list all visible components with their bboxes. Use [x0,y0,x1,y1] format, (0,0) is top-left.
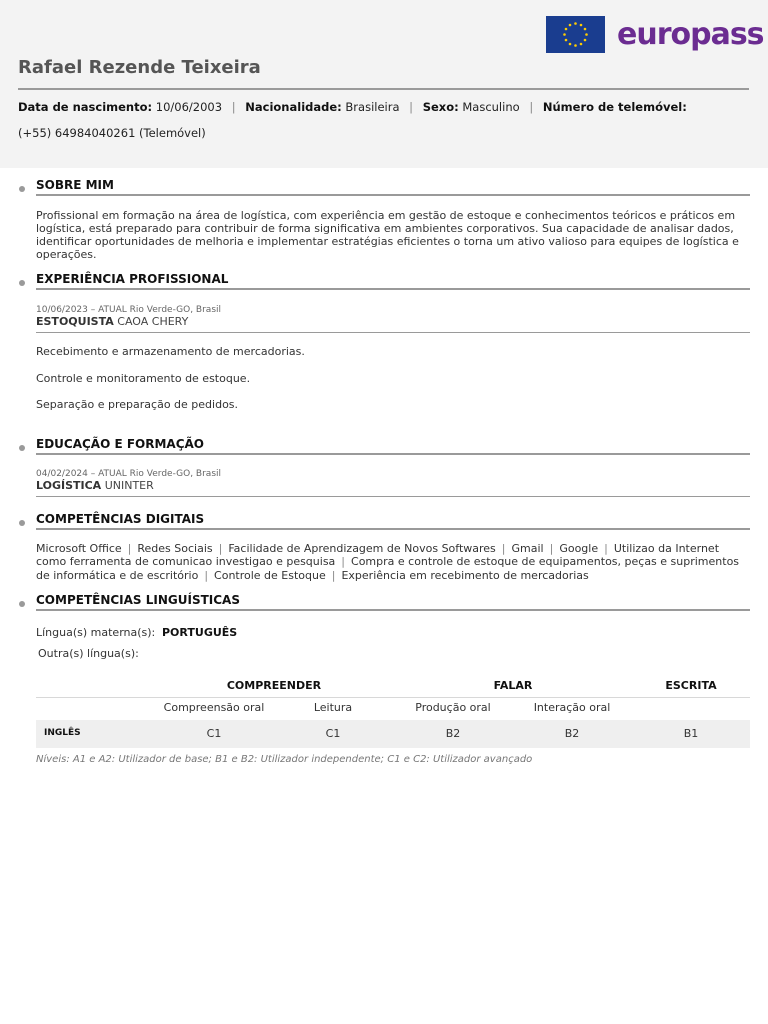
skill-item: Facilidade de Aprendizagem de Novos Softwares [228,542,496,555]
separator: | [409,100,414,114]
section-bullet [19,280,25,286]
about-text: Profissional em formação na área de logística, com experiência em gestão de estoque e conhecimentos teóricos e práticos em logística, está preparado para contribuir de forma significativa em ambientes corporativos. Sua capacidade de analisar dados, identificar oportunidades de melhoria e implementar estratégias eficientes o torna um ativo valioso para equipes de logística e operações. [36,209,739,261]
birth-value: 10/06/2003 [155,100,223,114]
birth-label: Data de nascimento: [18,100,153,114]
level-writing: B1 [683,727,699,740]
course-name: LOGÍSTICA [36,479,102,492]
level-production: B2 [445,727,461,740]
experience-thin-divider [36,332,750,333]
skill-item: Compra e controle de estoque de equipamentos, peças e suprimentos de informática e de escritório [36,555,740,582]
digital-skills-list: Microsoft Office | Redes Sociais | Facilidade de Aprendizagem de Novos Softwares | Gmail | Google | Utilizao da Internet como ferramenta de comunicao investigao e pesquisa | Compra e controle de estoque de equipamentos, peças e suprimentos de informática e de escritório | Controle de Estoque | Experiência em recebimento de mercadorias [36,542,740,582]
header-divider [18,88,749,90]
digital-divider [36,528,750,530]
subheader-listening: Compreensão oral [163,701,265,714]
sex-value: Masculino [462,100,520,114]
subheader-reading: Leitura [313,701,353,714]
separator: | [529,100,534,114]
subheader-interaction: Interação oral [533,701,611,714]
levels-note: Níveis: A1 e A2: Utilizador de base; B1 e B2: Utilizador independente; C1 e C2: Utilizador avançado [36,754,533,765]
eu-flag-icon [546,16,605,53]
language-name: INGLÊS [44,728,81,738]
job-role: ESTOQUISTA [36,315,114,328]
education-thin-divider [36,496,750,497]
skill-item: Experiência em recebimento de mercadorias [341,568,589,582]
education-meta: 04/02/2024 – ATUAL Rio Verde-GO, Brasil [36,469,222,479]
skill-item: Gmail [511,542,544,555]
personal-info-line [18,99,687,115]
phone-value: (+55) 64984040261 (Telemóvel) [18,126,206,140]
level-interaction: B2 [564,727,580,740]
mother-tongue-value: PORTUGUÊS [162,626,238,639]
table-header-divider [36,697,750,698]
institution-name: UNINTER [104,479,154,492]
candidate-name: Rafael Rezende Teixeira [18,57,261,78]
level-listening: C1 [206,727,222,740]
education-entry [36,479,154,493]
experience-job [36,315,188,329]
section-bullet [19,445,25,451]
level-reading: C1 [325,727,341,740]
separator: | [231,100,236,114]
mother-tongue-label: Língua(s) materna(s): [36,626,156,639]
experience-divider [36,288,750,290]
job-company: CAOA CHERY [117,315,189,328]
subheader-production: Produção oral [415,701,491,714]
header-write: ESCRITA [665,679,717,692]
skill-item: Utilizao da Internet como ferramenta de comunicao investigao e pesquisa [36,542,720,569]
section-bullet [19,601,25,607]
section-bullet [19,520,25,526]
digital-title: COMPETÊNCIAS DIGITAIS [36,512,205,526]
skill-item: Google [559,542,599,555]
experience-meta: 10/06/2023 – ATUAL Rio Verde-GO, Brasil [36,305,222,315]
education-divider [36,453,750,455]
section-bullet [19,186,25,192]
languages-divider [36,609,750,611]
other-languages-label: Outra(s) língua(s): [38,647,139,660]
education-title: EDUCAÇÃO E FORMAÇÃO [36,437,205,451]
languages-title: COMPETÊNCIAS LINGUÍSTICAS [36,593,240,607]
task-item: Recebimento e armazenamento de mercadorias. [36,345,305,358]
nationality-label: Nacionalidade: [245,100,342,114]
europass-logo: europass [617,17,764,52]
nationality-value: Brasileira [345,100,400,114]
skill-item: Redes Sociais [137,542,213,555]
task-item: Controle e monitoramento de estoque. [36,372,251,385]
skill-item: Microsoft Office [36,542,122,555]
header-understand: COMPREENDER [226,679,322,692]
phone-label: Número de telemóvel: [542,100,687,114]
task-item: Separação e preparação de pedidos. [36,398,239,411]
header-speak: FALAR [493,679,533,692]
about-divider [36,194,750,196]
sex-label: Sexo: [422,100,459,114]
experience-title: EXPERIÊNCIA PROFISSIONAL [36,272,229,286]
skill-item: Controle de Estoque [214,568,326,582]
about-title: SOBRE MIM [36,178,114,192]
